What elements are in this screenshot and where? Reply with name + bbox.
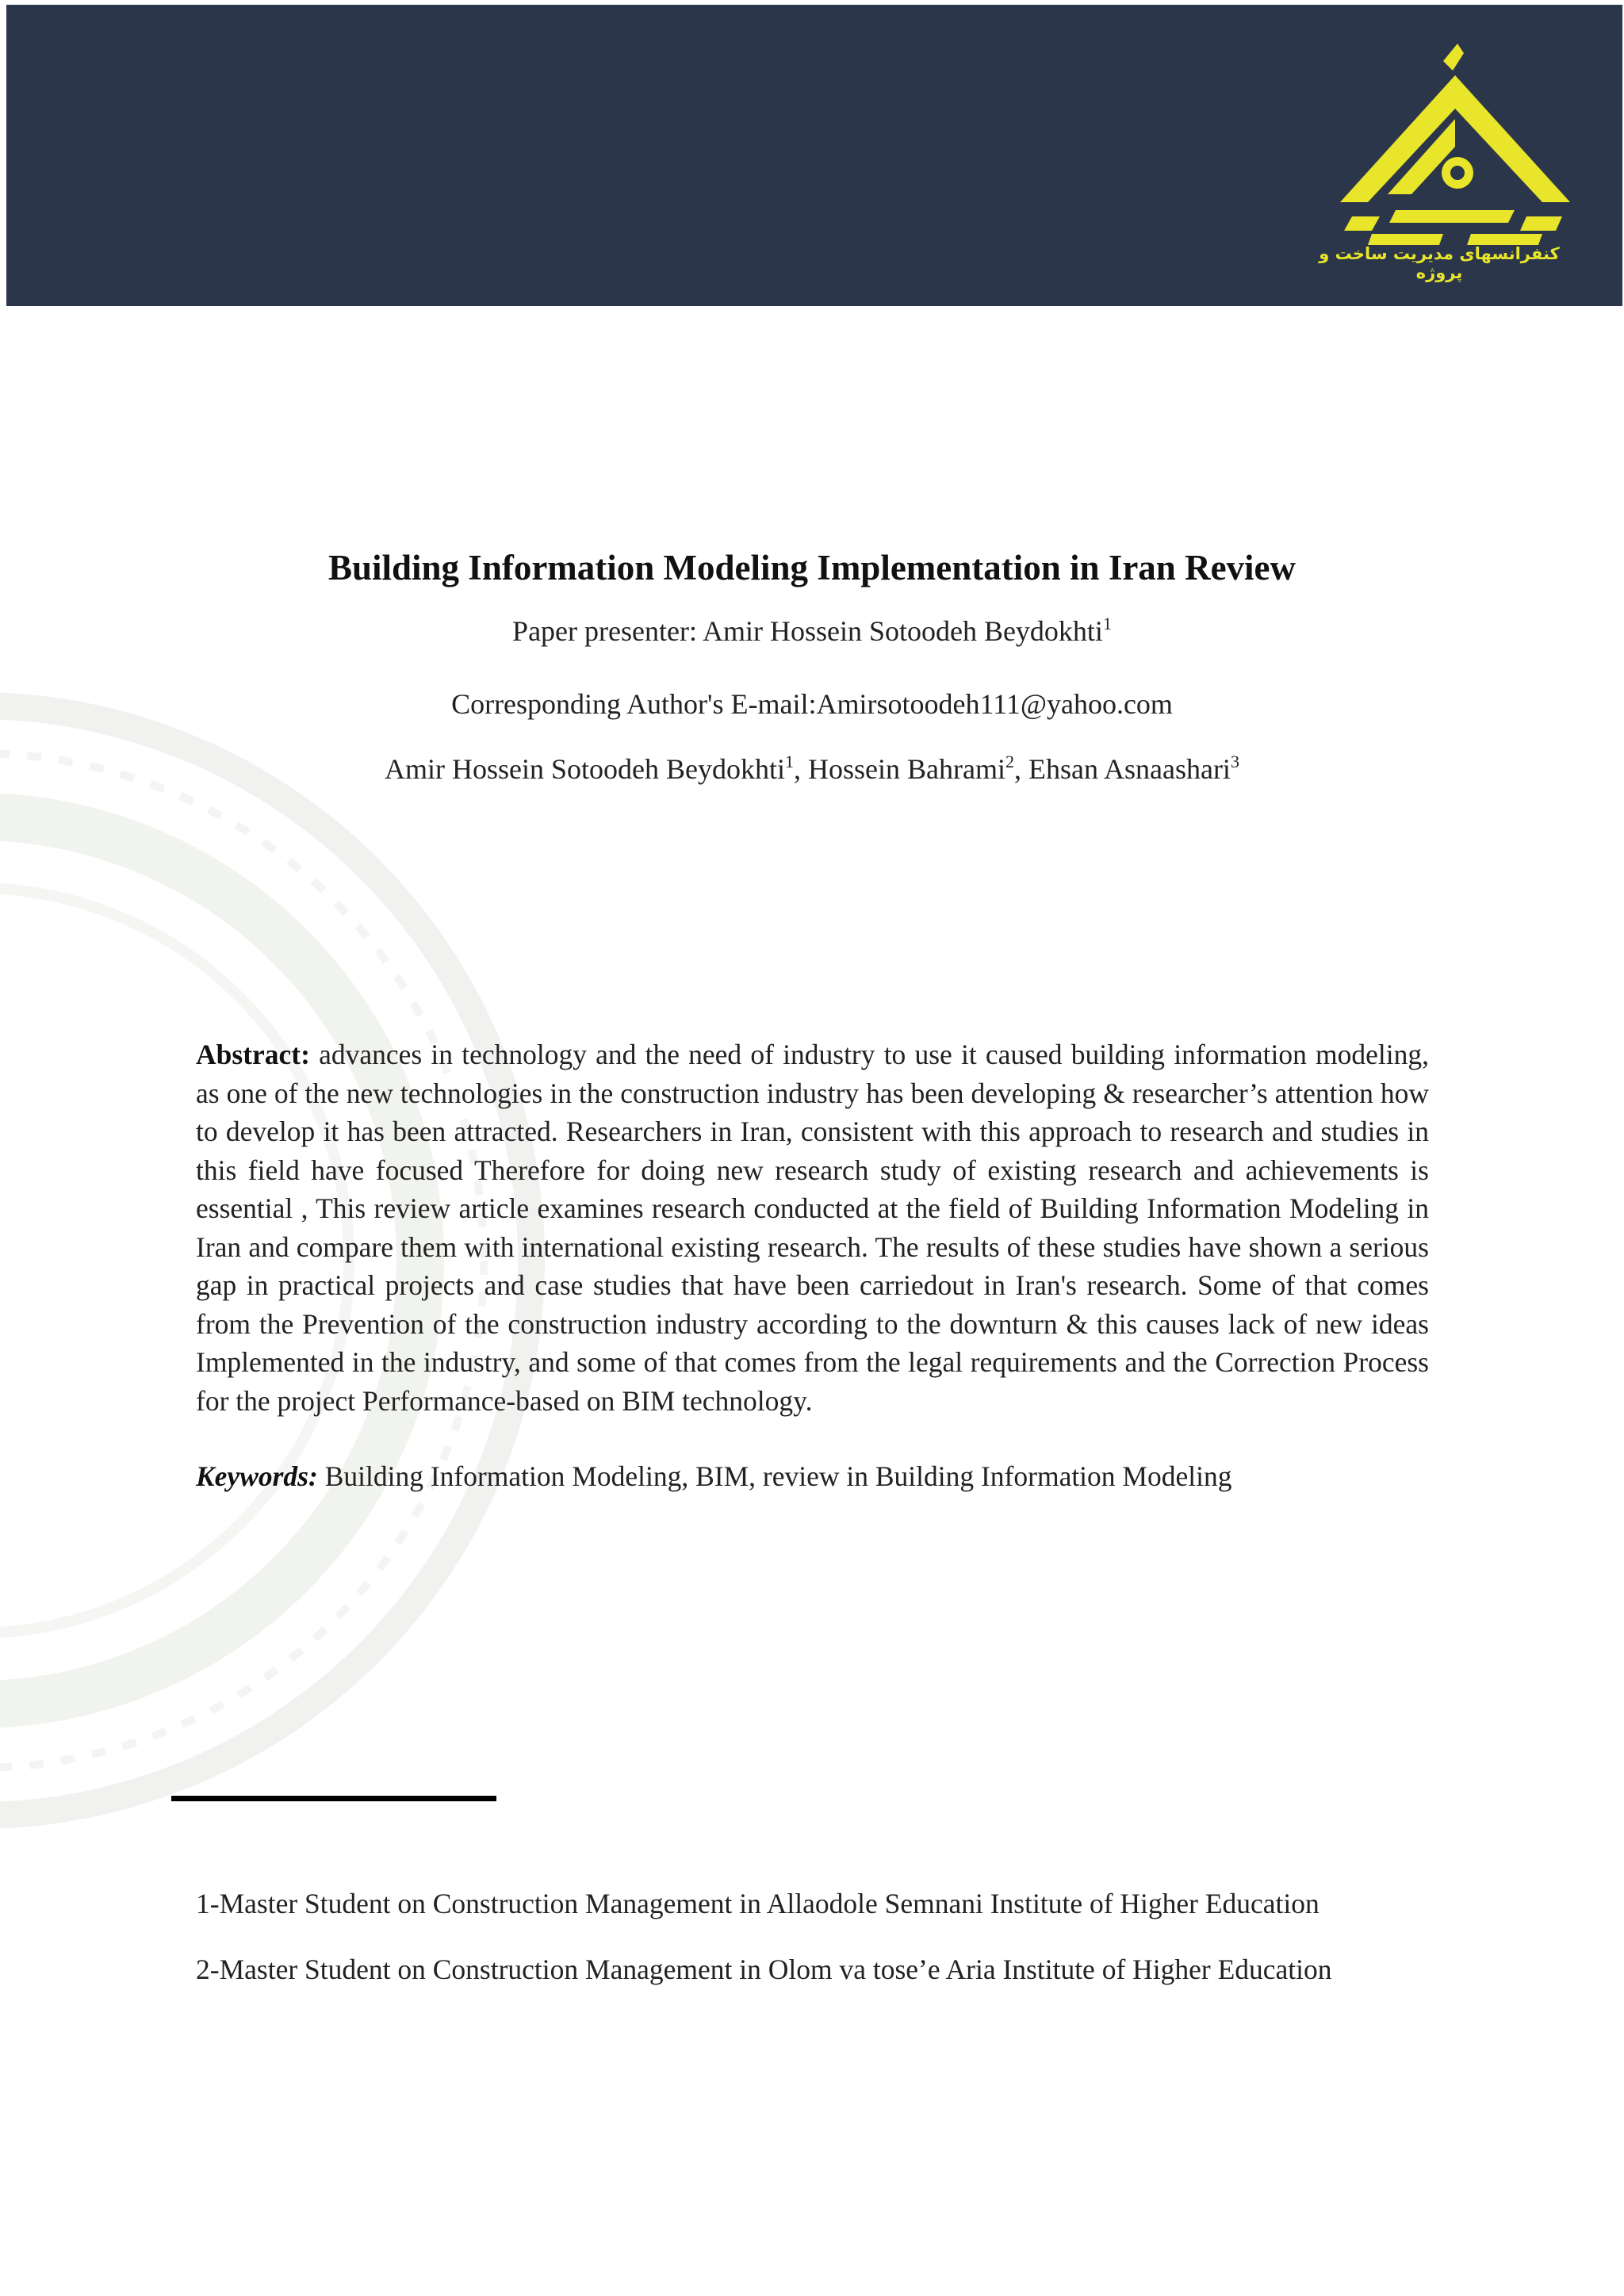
presenter-line (0, 614, 1624, 648)
author-separator: , (1014, 753, 1028, 785)
presenter-affiliation-mark: 1 (1102, 614, 1112, 633)
author-affiliation-mark: 1 (785, 752, 795, 771)
presenter-name: Amir Hossein Sotoodeh Beydokhti (702, 615, 1103, 647)
footnote-2: 2-Master Student on Construction Management in Olom va tose’e Aria Institute of Higher Education (196, 1954, 1332, 1985)
author-affiliation-mark: 2 (1005, 752, 1014, 771)
presenter-prefix: Paper presenter: (512, 615, 703, 647)
author-name: Hossein Bahrami (808, 753, 1005, 785)
author-affiliation-mark: 3 (1230, 752, 1239, 771)
footnote-1: 1-Master Student on Construction Management in Allaodole Semnani Institute of Higher Education (196, 1888, 1320, 1919)
keywords-text: Building Information Modeling, BIM, review in Building Information Modeling (324, 1460, 1232, 1492)
footnote-divider (171, 1796, 496, 1801)
logo-caption: کنفرانسهای مدیریت ساخت و پروژه (1319, 244, 1560, 282)
corresponding-email: Corresponding Author's E-mail:Amirsotoodeh111@yahoo.com (451, 688, 1173, 720)
abstract-paragraph (196, 1035, 1429, 1420)
abstract-label: Abstract: (196, 1039, 310, 1070)
keywords-line (196, 1457, 1465, 1495)
abstract-text: advances in technology and the need of industry to use it caused building information modeling, as one of the new technologies in the construction industry has been developing & researcher’s attention how to develop it has been attracted. Researchers in Iran, consistent with this approach to research and studies in this field have focused Therefore for doing new research study of existing research and achievements is essential , This review article examines research conducted at the field of Building Information Modeling in Iran and compare them with international existing research. The results of these studies have shown a serious gap in practical projects and case studies that have been carriedout in Iran's research. Some of that comes from the Prevention of the construction industry according to the downturn & this causes lack of new ideas Implemented in the industry, and some of that comes from the legal requirements and the Correction Process for the project Performance-based on BIM technology. (196, 1039, 1429, 1417)
author-name: Ehsan Asnaashari (1028, 753, 1231, 785)
paper-title: Building Information Modeling Implementation in Iran Review (327, 548, 1297, 587)
keywords-label: Keywords: (196, 1460, 318, 1492)
author-list (0, 752, 1624, 786)
author-name: Amir Hossein Sotoodeh Beydokhti (385, 753, 786, 785)
author-separator: , (794, 753, 809, 785)
